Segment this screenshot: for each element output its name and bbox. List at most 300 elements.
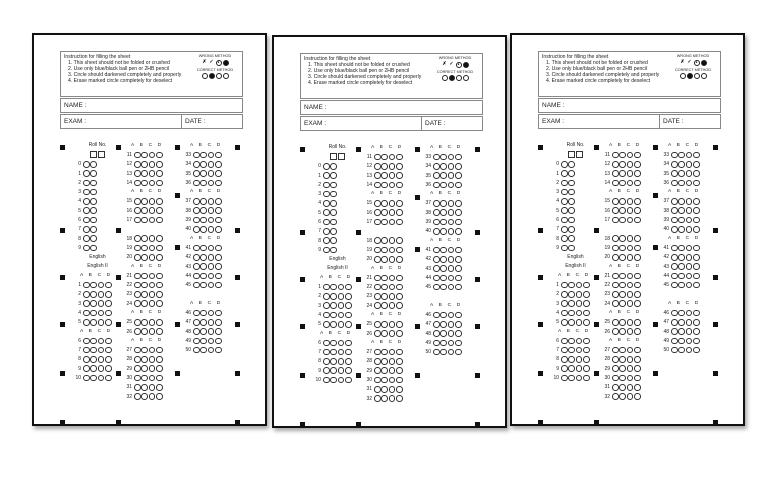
answer-bubble[interactable]: [323, 191, 330, 198]
answer-bubble[interactable]: [208, 170, 215, 177]
answer-bubble[interactable]: [671, 263, 678, 270]
answer-bubble[interactable]: [678, 328, 685, 335]
answer-bubble[interactable]: [568, 161, 575, 168]
answer-bubble[interactable]: [323, 349, 330, 356]
answer-bubble[interactable]: [455, 275, 462, 282]
answer-bubble[interactable]: [105, 291, 112, 298]
answer-bubble[interactable]: [200, 347, 207, 354]
answer-bubble[interactable]: [455, 330, 462, 337]
answer-bubble[interactable]: [396, 182, 403, 189]
answer-bubble[interactable]: [381, 367, 388, 374]
answer-bubble[interactable]: [396, 330, 403, 337]
exam-field[interactable]: [538, 114, 721, 129]
answer-bubble[interactable]: [627, 328, 634, 335]
answer-bubble[interactable]: [330, 200, 337, 207]
answer-bubble[interactable]: [330, 284, 337, 291]
answer-bubble[interactable]: [671, 226, 678, 233]
answer-bubble[interactable]: [374, 182, 381, 189]
answer-bubble[interactable]: [440, 172, 447, 179]
answer-bubble[interactable]: [455, 265, 462, 272]
answer-bubble[interactable]: [381, 302, 388, 309]
answer-bubble[interactable]: [440, 275, 447, 282]
answer-bubble[interactable]: [396, 367, 403, 374]
answer-bubble[interactable]: [381, 172, 388, 179]
answer-bubble[interactable]: [323, 209, 330, 216]
answer-bubble[interactable]: [440, 163, 447, 170]
answer-bubble[interactable]: [612, 393, 619, 400]
answer-bubble[interactable]: [323, 200, 330, 207]
answer-bubble[interactable]: [686, 245, 693, 252]
answer-bubble[interactable]: [678, 226, 685, 233]
answer-bubble[interactable]: [389, 386, 396, 393]
answer-bubble[interactable]: [433, 256, 440, 263]
answer-bubble[interactable]: [193, 347, 200, 354]
answer-bubble[interactable]: [389, 284, 396, 291]
answer-bubble[interactable]: [693, 254, 700, 261]
answer-bubble[interactable]: [448, 228, 455, 235]
answer-bubble[interactable]: [627, 207, 634, 214]
answer-bubble[interactable]: [448, 340, 455, 347]
answer-bubble[interactable]: [134, 375, 141, 382]
roll-boxes[interactable]: [548, 150, 603, 159]
answer-bubble[interactable]: [90, 189, 97, 196]
answer-bubble[interactable]: [134, 152, 141, 159]
answer-bubble[interactable]: [149, 356, 156, 363]
answer-bubble[interactable]: [215, 226, 222, 233]
answer-bubble[interactable]: [619, 282, 626, 289]
answer-bubble[interactable]: [134, 235, 141, 242]
answer-bubble[interactable]: [678, 152, 685, 159]
answer-bubble[interactable]: [193, 217, 200, 224]
answer-bubble[interactable]: [693, 319, 700, 326]
answer-bubble[interactable]: [634, 235, 641, 242]
answer-bubble[interactable]: [374, 209, 381, 216]
answer-bubble[interactable]: [149, 170, 156, 177]
answer-bubble[interactable]: [90, 161, 97, 168]
answer-bubble[interactable]: [671, 217, 678, 224]
answer-bubble[interactable]: [323, 358, 330, 365]
answer-bubble[interactable]: [448, 163, 455, 170]
answer-bubble[interactable]: [693, 170, 700, 177]
answer-bubble[interactable]: [215, 217, 222, 224]
answer-bubble[interactable]: [134, 217, 141, 224]
answer-bubble[interactable]: [345, 321, 352, 328]
answer-bubble[interactable]: [627, 152, 634, 159]
answer-bubble[interactable]: [561, 310, 568, 317]
answer-bubble[interactable]: [612, 384, 619, 391]
answer-bubble[interactable]: [200, 254, 207, 261]
answer-bubble[interactable]: [156, 207, 163, 214]
answer-bubble[interactable]: [433, 312, 440, 319]
answer-bubble[interactable]: [193, 282, 200, 289]
answer-bubble[interactable]: [396, 386, 403, 393]
answer-bubble[interactable]: [323, 219, 330, 226]
answer-bubble[interactable]: [200, 310, 207, 317]
answer-bubble[interactable]: [619, 245, 626, 252]
answer-bubble[interactable]: [693, 207, 700, 214]
answer-bubble[interactable]: [583, 347, 590, 354]
answer-bubble[interactable]: [627, 282, 634, 289]
answer-bubble[interactable]: [455, 284, 462, 291]
answer-bubble[interactable]: [156, 170, 163, 177]
answer-bubble[interactable]: [612, 356, 619, 363]
answer-bubble[interactable]: [374, 256, 381, 263]
answer-bubble[interactable]: [448, 312, 455, 319]
answer-bubble[interactable]: [583, 375, 590, 382]
answer-bubble[interactable]: [149, 245, 156, 252]
answer-bubble[interactable]: [374, 237, 381, 244]
answer-bubble[interactable]: [90, 356, 97, 363]
answer-bubble[interactable]: [561, 291, 568, 298]
answer-bubble[interactable]: [396, 163, 403, 170]
answer-bubble[interactable]: [208, 273, 215, 280]
answer-bubble[interactable]: [634, 254, 641, 261]
answer-bubble[interactable]: [200, 338, 207, 345]
answer-bubble[interactable]: [568, 291, 575, 298]
answer-bubble[interactable]: [83, 282, 90, 289]
answer-bubble[interactable]: [200, 263, 207, 270]
answer-bubble[interactable]: [208, 319, 215, 326]
answer-bubble[interactable]: [583, 356, 590, 363]
answer-bubble[interactable]: [98, 347, 105, 354]
answer-bubble[interactable]: [634, 319, 641, 326]
answer-bubble[interactable]: [83, 207, 90, 214]
answer-bubble[interactable]: [455, 312, 462, 319]
answer-bubble[interactable]: [671, 161, 678, 168]
answer-bubble[interactable]: [141, 365, 148, 372]
answer-bubble[interactable]: [193, 161, 200, 168]
answer-bubble[interactable]: [345, 349, 352, 356]
answer-bubble[interactable]: [215, 338, 222, 345]
answer-bubble[interactable]: [208, 152, 215, 159]
answer-bubble[interactable]: [612, 273, 619, 280]
answer-bubble[interactable]: [627, 356, 634, 363]
answer-bubble[interactable]: [619, 217, 626, 224]
answer-bubble[interactable]: [678, 347, 685, 354]
answer-bubble[interactable]: [200, 319, 207, 326]
answer-bubble[interactable]: [323, 284, 330, 291]
answer-bubble[interactable]: [215, 152, 222, 159]
roll-boxes[interactable]: [310, 152, 365, 161]
answer-bubble[interactable]: [433, 330, 440, 337]
answer-bubble[interactable]: [215, 273, 222, 280]
answer-bubble[interactable]: [345, 293, 352, 300]
answer-bubble[interactable]: [208, 207, 215, 214]
answer-bubble[interactable]: [455, 247, 462, 254]
answer-bubble[interactable]: [215, 328, 222, 335]
answer-bubble[interactable]: [83, 347, 90, 354]
answer-bubble[interactable]: [98, 282, 105, 289]
answer-bubble[interactable]: [90, 300, 97, 307]
answer-bubble[interactable]: [440, 200, 447, 207]
answer-bubble[interactable]: [83, 338, 90, 345]
answer-bubble[interactable]: [389, 182, 396, 189]
date-field[interactable]: [181, 115, 205, 128]
answer-bubble[interactable]: [330, 293, 337, 300]
answer-bubble[interactable]: [671, 254, 678, 261]
answer-bubble[interactable]: [215, 347, 222, 354]
answer-bubble[interactable]: [627, 319, 634, 326]
answer-bubble[interactable]: [149, 347, 156, 354]
answer-bubble[interactable]: [448, 275, 455, 282]
answer-bubble[interactable]: [381, 219, 388, 226]
answer-bubble[interactable]: [215, 263, 222, 270]
answer-bubble[interactable]: [83, 235, 90, 242]
answer-bubble[interactable]: [568, 365, 575, 372]
answer-bubble[interactable]: [134, 180, 141, 187]
answer-bubble[interactable]: [200, 152, 207, 159]
answer-bubble[interactable]: [627, 384, 634, 391]
answer-bubble[interactable]: [612, 207, 619, 214]
answer-bubble[interactable]: [374, 154, 381, 161]
answer-bubble[interactable]: [619, 319, 626, 326]
answer-bubble[interactable]: [448, 265, 455, 272]
answer-bubble[interactable]: [389, 200, 396, 207]
answer-bubble[interactable]: [634, 384, 641, 391]
answer-bubble[interactable]: [193, 338, 200, 345]
answer-bubble[interactable]: [612, 180, 619, 187]
answer-bubble[interactable]: [134, 328, 141, 335]
answer-bubble[interactable]: [208, 263, 215, 270]
answer-bubble[interactable]: [693, 198, 700, 205]
answer-bubble[interactable]: [83, 245, 90, 252]
answer-bubble[interactable]: [90, 375, 97, 382]
answer-bubble[interactable]: [561, 189, 568, 196]
answer-bubble[interactable]: [200, 198, 207, 205]
answer-bubble[interactable]: [389, 237, 396, 244]
answer-bubble[interactable]: [105, 300, 112, 307]
answer-bubble[interactable]: [396, 358, 403, 365]
answer-bubble[interactable]: [693, 152, 700, 159]
answer-bubble[interactable]: [619, 161, 626, 168]
answer-bubble[interactable]: [374, 275, 381, 282]
answer-bubble[interactable]: [105, 375, 112, 382]
answer-bubble[interactable]: [389, 172, 396, 179]
answer-bubble[interactable]: [612, 254, 619, 261]
answer-bubble[interactable]: [576, 356, 583, 363]
answer-bubble[interactable]: [374, 247, 381, 254]
answer-bubble[interactable]: [568, 347, 575, 354]
answer-bubble[interactable]: [686, 347, 693, 354]
answer-bubble[interactable]: [193, 263, 200, 270]
answer-bubble[interactable]: [440, 330, 447, 337]
answer-bubble[interactable]: [612, 170, 619, 177]
roll-boxes[interactable]: [70, 150, 125, 159]
answer-bubble[interactable]: [693, 217, 700, 224]
answer-bubble[interactable]: [149, 319, 156, 326]
answer-bubble[interactable]: [215, 207, 222, 214]
answer-bubble[interactable]: [634, 328, 641, 335]
answer-bubble[interactable]: [619, 291, 626, 298]
answer-bubble[interactable]: [612, 328, 619, 335]
answer-bubble[interactable]: [568, 300, 575, 307]
answer-bubble[interactable]: [208, 254, 215, 261]
answer-bubble[interactable]: [149, 375, 156, 382]
answer-bubble[interactable]: [338, 358, 345, 365]
answer-bubble[interactable]: [619, 254, 626, 261]
answer-bubble[interactable]: [141, 152, 148, 159]
answer-bubble[interactable]: [686, 152, 693, 159]
answer-bubble[interactable]: [345, 284, 352, 291]
answer-bubble[interactable]: [561, 347, 568, 354]
answer-bubble[interactable]: [156, 319, 163, 326]
answer-bubble[interactable]: [389, 330, 396, 337]
answer-bubble[interactable]: [156, 198, 163, 205]
answer-bubble[interactable]: [98, 310, 105, 317]
answer-bubble[interactable]: [396, 349, 403, 356]
answer-bubble[interactable]: [200, 207, 207, 214]
answer-bubble[interactable]: [90, 235, 97, 242]
answer-bubble[interactable]: [381, 256, 388, 263]
answer-bubble[interactable]: [338, 340, 345, 347]
date-field[interactable]: [659, 115, 683, 128]
answer-bubble[interactable]: [200, 180, 207, 187]
answer-bubble[interactable]: [374, 367, 381, 374]
answer-bubble[interactable]: [671, 152, 678, 159]
answer-bubble[interactable]: [381, 163, 388, 170]
answer-bubble[interactable]: [200, 273, 207, 280]
answer-bubble[interactable]: [149, 152, 156, 159]
answer-bubble[interactable]: [671, 170, 678, 177]
answer-bubble[interactable]: [440, 228, 447, 235]
answer-bubble[interactable]: [90, 347, 97, 354]
answer-bubble[interactable]: [396, 302, 403, 309]
answer-bubble[interactable]: [141, 217, 148, 224]
answer-bubble[interactable]: [612, 217, 619, 224]
answer-bubble[interactable]: [619, 180, 626, 187]
answer-bubble[interactable]: [381, 386, 388, 393]
answer-bubble[interactable]: [98, 338, 105, 345]
answer-bubble[interactable]: [634, 300, 641, 307]
answer-bubble[interactable]: [90, 226, 97, 233]
answer-bubble[interactable]: [568, 180, 575, 187]
answer-bubble[interactable]: [576, 375, 583, 382]
answer-bubble[interactable]: [338, 377, 345, 384]
answer-bubble[interactable]: [619, 328, 626, 335]
answer-bubble[interactable]: [693, 347, 700, 354]
answer-bubble[interactable]: [374, 330, 381, 337]
answer-bubble[interactable]: [90, 319, 97, 326]
answer-bubble[interactable]: [619, 375, 626, 382]
answer-bubble[interactable]: [433, 209, 440, 216]
answer-bubble[interactable]: [671, 207, 678, 214]
answer-bubble[interactable]: [686, 254, 693, 261]
answer-bubble[interactable]: [90, 365, 97, 372]
answer-bubble[interactable]: [433, 154, 440, 161]
answer-bubble[interactable]: [141, 328, 148, 335]
answer-bubble[interactable]: [83, 226, 90, 233]
answer-bubble[interactable]: [561, 198, 568, 205]
answer-bubble[interactable]: [330, 163, 337, 170]
answer-bubble[interactable]: [338, 321, 345, 328]
answer-bubble[interactable]: [141, 393, 148, 400]
answer-bubble[interactable]: [208, 282, 215, 289]
answer-bubble[interactable]: [389, 209, 396, 216]
answer-bubble[interactable]: [134, 384, 141, 391]
answer-bubble[interactable]: [440, 340, 447, 347]
answer-bubble[interactable]: [389, 163, 396, 170]
answer-bubble[interactable]: [90, 291, 97, 298]
answer-bubble[interactable]: [440, 247, 447, 254]
answer-bubble[interactable]: [330, 358, 337, 365]
answer-bubble[interactable]: [627, 393, 634, 400]
answer-bubble[interactable]: [330, 182, 337, 189]
answer-bubble[interactable]: [156, 180, 163, 187]
answer-bubble[interactable]: [323, 237, 330, 244]
answer-bubble[interactable]: [141, 375, 148, 382]
answer-bubble[interactable]: [678, 310, 685, 317]
answer-bubble[interactable]: [330, 219, 337, 226]
answer-bubble[interactable]: [83, 291, 90, 298]
answer-bubble[interactable]: [83, 170, 90, 177]
answer-bubble[interactable]: [134, 393, 141, 400]
answer-bubble[interactable]: [389, 275, 396, 282]
answer-bubble[interactable]: [338, 367, 345, 374]
answer-bubble[interactable]: [156, 235, 163, 242]
answer-bubble[interactable]: [90, 170, 97, 177]
answer-bubble[interactable]: [149, 198, 156, 205]
answer-bubble[interactable]: [440, 284, 447, 291]
answer-bubble[interactable]: [678, 254, 685, 261]
answer-bubble[interactable]: [448, 209, 455, 216]
answer-bubble[interactable]: [678, 217, 685, 224]
answer-bubble[interactable]: [448, 321, 455, 328]
answer-bubble[interactable]: [693, 328, 700, 335]
answer-bubble[interactable]: [619, 356, 626, 363]
answer-bubble[interactable]: [156, 300, 163, 307]
answer-bubble[interactable]: [389, 358, 396, 365]
answer-bubble[interactable]: [448, 284, 455, 291]
answer-bubble[interactable]: [330, 191, 337, 198]
answer-bubble[interactable]: [323, 163, 330, 170]
answer-bubble[interactable]: [693, 263, 700, 270]
answer-bubble[interactable]: [134, 273, 141, 280]
answer-bubble[interactable]: [134, 347, 141, 354]
answer-bubble[interactable]: [568, 356, 575, 363]
answer-bubble[interactable]: [433, 228, 440, 235]
answer-bubble[interactable]: [141, 207, 148, 214]
answer-bubble[interactable]: [396, 154, 403, 161]
answer-bubble[interactable]: [134, 356, 141, 363]
answer-bubble[interactable]: [678, 161, 685, 168]
answer-bubble[interactable]: [561, 207, 568, 214]
answer-bubble[interactable]: [193, 328, 200, 335]
answer-bubble[interactable]: [156, 291, 163, 298]
answer-bubble[interactable]: [323, 293, 330, 300]
answer-bubble[interactable]: [686, 310, 693, 317]
answer-bubble[interactable]: [90, 217, 97, 224]
answer-bubble[interactable]: [576, 300, 583, 307]
answer-bubble[interactable]: [634, 356, 641, 363]
answer-bubble[interactable]: [448, 219, 455, 226]
answer-bubble[interactable]: [149, 273, 156, 280]
answer-bubble[interactable]: [215, 198, 222, 205]
answer-bubble[interactable]: [568, 170, 575, 177]
answer-bubble[interactable]: [208, 180, 215, 187]
answer-bubble[interactable]: [156, 328, 163, 335]
answer-bubble[interactable]: [381, 182, 388, 189]
answer-bubble[interactable]: [671, 347, 678, 354]
answer-bubble[interactable]: [396, 219, 403, 226]
answer-bubble[interactable]: [323, 367, 330, 374]
answer-bubble[interactable]: [381, 293, 388, 300]
answer-bubble[interactable]: [141, 161, 148, 168]
answer-bubble[interactable]: [98, 375, 105, 382]
answer-bubble[interactable]: [389, 219, 396, 226]
answer-bubble[interactable]: [433, 219, 440, 226]
answer-bubble[interactable]: [671, 273, 678, 280]
answer-bubble[interactable]: [193, 319, 200, 326]
